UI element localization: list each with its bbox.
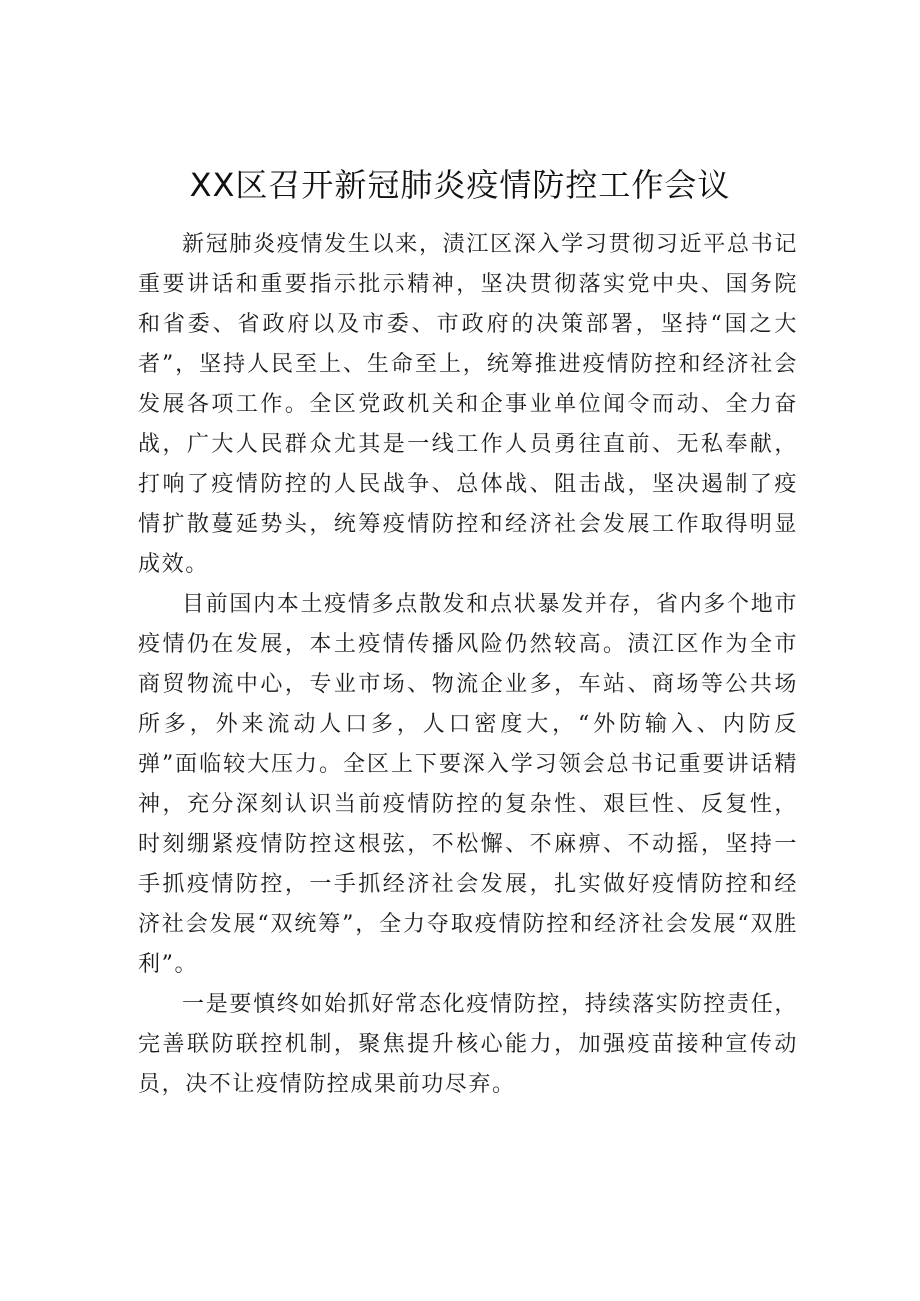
- document-body: [138, 225, 798, 1105]
- paragraph-2: 目前国内本土疫情多点散发和点状暴发并存，省内多个地市疫情仍在发展，本土疫情传播风险仍然较高。渍江区作为全市商贸物流中心，专业市场、物流企业多，车站、商场等公共场所多，外来流动人口多，人口密度大，“外防输入、内防反弹”面临较大压力。全区上下要深入学习领会总书记重要讲话精神，充分深刻认识当前疫情防控的复杂性、艰巨性、反复性，时刻绷紧疫情防控这根弦，不松懈、不麻痹、不动摇，坚持一手抓疫情防控，一手抓经济社会发展，扎实做好疫情防控和经济社会发展“双统筹”，全力夺取疫情防控和经济社会发展“双胜利”。: [138, 592, 798, 977]
- document-title: XX区召开新冠肺炎疫情防控工作会议: [189, 166, 731, 204]
- paragraph-3: 一是要慎终如始抓好常态化疫情防控，持续落实防控责任，完善联防联控机制，聚焦提升核心能力，加强疫苗接种宣传动员，决不让疫情防控成果前功尽弃。: [138, 992, 798, 1097]
- paragraph-1: 新冠肺炎疫情发生以来，渍江区深入学习贯彻习近平总书记重要讲话和重要指示批示精神，坚决贯彻落实党中央、国务院和省委、省政府以及市委、市政府的决策部署，坚持“国之大者”，坚持人民至上、生命至上，统筹推进疫情防控和经济社会发展各项工作。全区党政机关和企事业单位闻令而动、全力奋战，广大人民群众尤其是一线工作人员勇往直前、无私奉献，打响了疫情防控的人民战争、总体战、阻击战，坚决遏制了疫情扩散蔓延势头，统筹疫情防控和经济社会发展工作取得明显成效。: [138, 232, 798, 577]
